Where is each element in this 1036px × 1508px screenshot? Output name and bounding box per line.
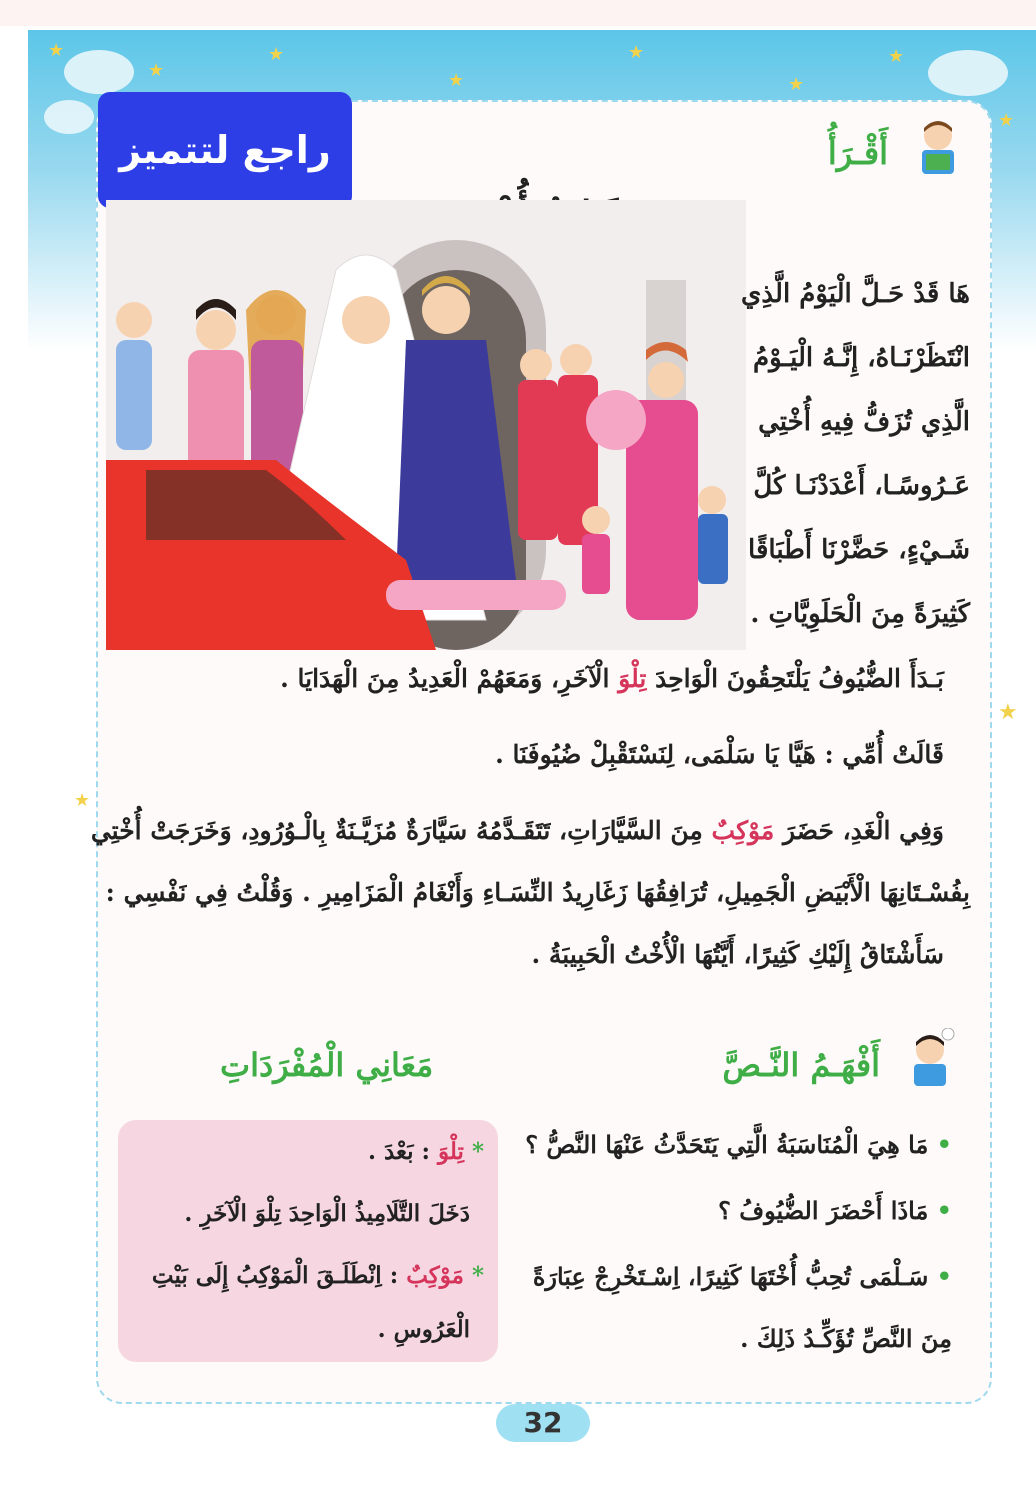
paragraph-text: وَفِي الْغَدِ، حَضَرَ <box>774 816 944 845</box>
question-1 <box>525 1130 952 1159</box>
star-decoration: ★ <box>74 790 91 811</box>
paragraph-text: بَـدَأَ الضُّيُوفُ يَلْتَحِقُونَ الْوَاحِدَ <box>646 664 944 693</box>
star-decoration: ★ <box>148 60 165 81</box>
story-line: عَـرُوسًـا، أَعْدَدْنَـا كُلَّ <box>753 471 970 501</box>
question-text: سَـلْمَى تُحِبُّ أُخْتَهَا كَثِيرًا، اِسْـتَخْرِجْ عِبَارَةً <box>532 1262 929 1291</box>
story-side-text <box>720 262 970 646</box>
story-line: هَا قَدْ حَـلَّ الْيَوْمُ الَّذِي <box>741 279 970 309</box>
bullet-icon: • <box>936 1130 952 1159</box>
paragraph-text: مِنَ السَّيَّارَاتِ، تَتَقَـدَّمُهُ سَيَّارَةٌ مُزَيَّـنَةٌ بِالْـوُرُودِ، وَخَرَجَتْ أُخْتِي <box>90 816 712 845</box>
cloud-decoration <box>64 50 134 94</box>
highlight-word: مَوْكِبٌ <box>711 816 775 845</box>
vocab-example-1: دَخَلَ التَّلَامِيذُ الْوَاحِدَ تِلْوَ الْآخَرِ . <box>184 1200 470 1227</box>
review-badge: راجع لتتميز <box>98 92 352 208</box>
story-paragraph-4: بِفُسْـتَانِهَا الْأَبْيَضِ الْجَمِيلِ، تُرَافِقُهَا زَغَارِيدُ النِّسَـاءِ وَأَنْغَامُ الْمَزَامِيرِ . وَقُلْتُ فِي نَفْسِي : <box>105 878 970 907</box>
cloud-decoration <box>928 50 1008 96</box>
vocab-word-1 <box>368 1138 484 1165</box>
question-text: مَا هِيَ الْمُنَاسَبَةُ الَّتِي يَتَحَدَّثُ عَنْهَا النَّصُّ ؟ <box>525 1130 929 1159</box>
star-decoration: ★ <box>448 70 465 91</box>
bullet-icon: • <box>936 1196 952 1225</box>
thinking-boy-icon <box>904 1028 956 1088</box>
story-paragraph-3 <box>91 816 944 845</box>
story-line: شَـيْءٍ، حَضَّرْنَا أَطْبَاقًا <box>748 535 970 565</box>
wedding-illustration <box>106 200 746 650</box>
star-decoration: ★ <box>998 110 1015 131</box>
understand-section-heading: أَفْهَـمُ النَّـصَّ <box>722 1046 880 1084</box>
paragraph-text: الْآخَرِ، وَمَعَهُمْ الْعَدِيدُ مِنَ الْهَدَايَا . <box>280 664 619 693</box>
question-2 <box>718 1196 952 1225</box>
star-decoration: ★ <box>268 44 285 65</box>
question-3-continued: مِنَ النَّصِّ تُؤَكِّـدُ ذَلِكَ . <box>740 1324 952 1353</box>
highlight-word: تِلْوَ <box>618 664 647 693</box>
vocab-word-2 <box>152 1262 484 1289</box>
vocab-section-heading: مَعَانِي الْمُفْرَدَاتِ <box>220 1046 434 1084</box>
story-line: الَّذِي تُزَفُّ فِيهِ أُخْتِي <box>758 407 970 437</box>
star-decoration: ★ <box>998 700 1018 725</box>
question-text: مَاذَا أَحْضَرَ الضُّيُوفُ ؟ <box>718 1196 929 1225</box>
star-decoration: ★ <box>788 74 805 95</box>
story-paragraph-2: قَالَتْ أُمِّي : هَيَّا يَا سَلْمَى، لِنَسْتَقْبِلْ ضُيُوفَنَا . <box>495 740 944 769</box>
cloud-decoration <box>44 100 94 134</box>
story-line: انْتَظَرْنَـاهُ، إِنَّـهُ الْيَـوْمُ <box>752 343 970 373</box>
asterisk-icon: * <box>471 1138 484 1165</box>
vocab-term: مَوْكِبٌ <box>406 1262 464 1289</box>
vocab-definition: : اِنْطَلَـقَ الْمَوْكِبُ إِلَى بَيْتِ <box>151 1262 407 1289</box>
bullet-icon: • <box>936 1262 952 1291</box>
star-decoration: ★ <box>48 40 65 61</box>
vocab-example-2: الْعَرُوسِ . <box>377 1316 470 1343</box>
story-line: كَثِيرَةً مِنَ الْحَلَوِيَّاتِ . <box>750 599 970 629</box>
read-section-heading: أَقْـرَأُ <box>827 134 888 172</box>
story-paragraph-1 <box>280 664 944 693</box>
star-decoration: ★ <box>628 42 645 63</box>
reading-boy-icon <box>912 118 964 178</box>
asterisk-icon: * <box>471 1262 484 1289</box>
story-paragraph-5: سَأَشْتَاقُ إِلَيْكِ كَثِيرًا، أَيَّتُهَا الْأُخْتُ الْحَبِيبَةُ . <box>531 940 944 969</box>
star-decoration: ★ <box>888 46 905 67</box>
vocab-term: تِلْوَ <box>438 1138 464 1165</box>
top-strip <box>0 0 1036 26</box>
vocab-definition: : بَعْدَ . <box>367 1138 439 1165</box>
question-3 <box>533 1262 952 1291</box>
page-number: 32 <box>496 1404 590 1442</box>
